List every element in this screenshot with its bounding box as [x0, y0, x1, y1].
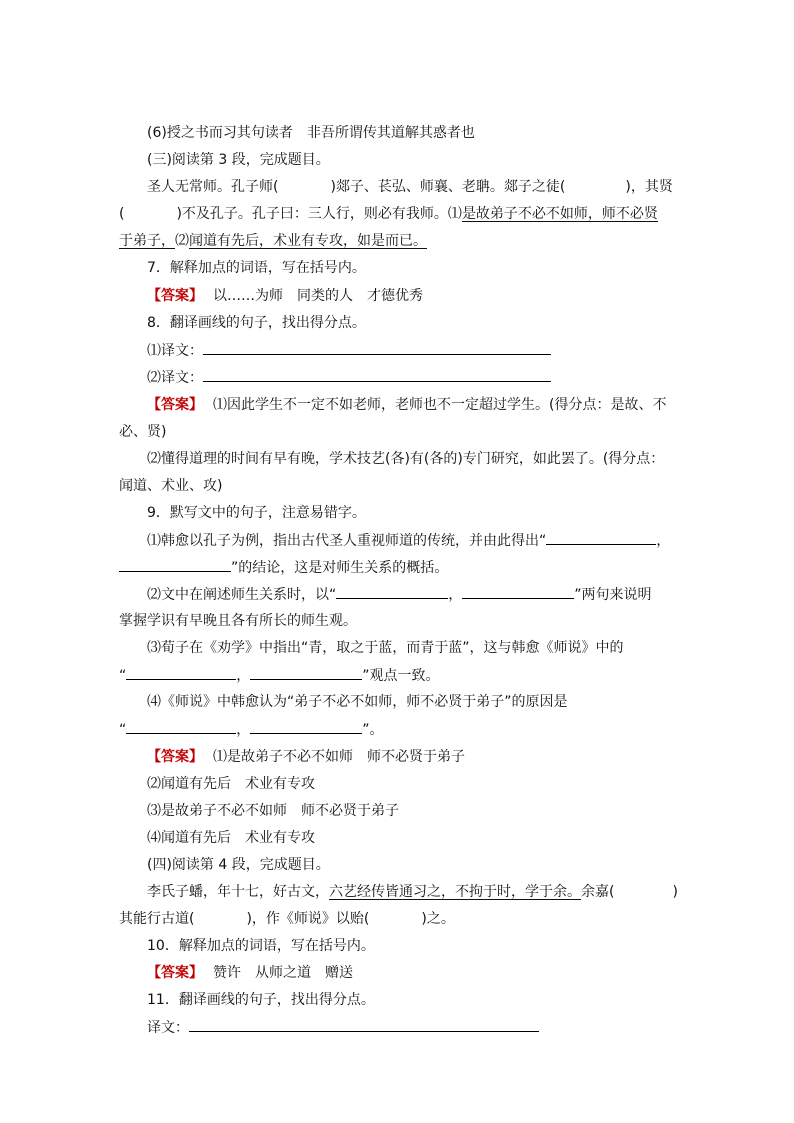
- passage-text: )之。: [421, 911, 455, 927]
- answer-tag: 【答案】: [147, 965, 203, 981]
- q9-question: 9．默写文中的句子，注意易错字。: [147, 505, 366, 521]
- q8-answer1-cont: 必、贤): [119, 424, 167, 440]
- item-text: ，: [236, 668, 251, 684]
- q9-item1-cont: [119, 557, 679, 578]
- q8-question: 8．翻译画线的句子，找出得分点。: [147, 315, 366, 331]
- answer-tag: 【答案】: [147, 397, 203, 413]
- passage-text: 其能行古道(: [119, 911, 195, 927]
- passage-text: )，作《师说》以贻(: [246, 911, 370, 927]
- answer-tag: 【答案】: [147, 749, 203, 765]
- passage-text: 李氏子蟠，年十七，好古文，: [147, 884, 329, 900]
- item-text: ，: [656, 533, 671, 549]
- q8-answer2: ⑵懂得道理的时间有早有晚，学术技艺(各)有(各的)专门研究，如此罢了。(得分点：: [147, 451, 665, 467]
- q9-item3-cont: [119, 665, 679, 686]
- underlined-sentence: 是故弟子不必不如师，师不必贤: [461, 206, 658, 222]
- q9-answer4: ⑷闻道有先后 术业有专攻: [147, 830, 315, 846]
- answer-blank[interactable]: [462, 584, 574, 599]
- translation-label: ⑴译文：: [147, 343, 203, 359]
- item-text: ⑴韩愈以孔子为例，指出古代圣人重视师道的传统，并由此得出“: [147, 533, 547, 549]
- item-text: ⑵文中在阐述师生关系时，以“: [147, 587, 337, 603]
- q8-line2: [147, 367, 707, 388]
- section4-passage-line2: [119, 909, 679, 929]
- section3-passage-line3: [119, 231, 679, 251]
- passage-text: ⑵: [175, 233, 189, 249]
- section4-passage-line1: [147, 882, 707, 902]
- q6-item: (6)授之书而习其句读者 非吾所谓传其道解其惑者也: [147, 125, 475, 141]
- q9-item1: [147, 530, 707, 551]
- q11-question: 11．翻译画线的句子，找出得分点。: [147, 992, 375, 1008]
- answer-text: 赞许 从师之道 赠送: [213, 965, 353, 981]
- passage-text: (: [119, 206, 125, 222]
- answer-blank[interactable]: [126, 665, 236, 680]
- underlined-sentence: 于弟子，: [119, 233, 175, 249]
- section4-header: (四)阅读第 4 段，完成题目。: [147, 857, 330, 873]
- answer-blank[interactable]: [250, 719, 362, 734]
- q8-line1: [147, 340, 707, 361]
- item-text: ”的结论，这是对师生关系的概括。: [231, 560, 449, 576]
- answer-blank[interactable]: [546, 530, 656, 545]
- q9-answer2: ⑵闻道有先后 术业有专攻: [147, 776, 315, 792]
- q9-item2-cont: 掌握学识有早晚且各有所长的师生观。: [119, 613, 357, 629]
- passage-text: 余嘉(: [581, 884, 615, 900]
- q8-answer1: [147, 395, 707, 415]
- q11-line1: [147, 1017, 707, 1038]
- answer-text: ⑴是故弟子不必不如师 师不必贤于弟子: [213, 749, 465, 765]
- answer-text: ⑴因此学生不一定不如老师，老师也不一定超过学生。(得分点：是故、不: [213, 397, 667, 413]
- q10-answer: [147, 963, 707, 983]
- q9-item2: [147, 584, 707, 605]
- q9-item3: ⑶荀子在《劝学》中指出“青，取之于蓝，而青于蓝”，这与韩愈《师说》中的: [147, 640, 624, 656]
- underlined-sentence: 六艺经传皆通习之，不拘于时，学于余。: [329, 884, 581, 900]
- passage-text: 圣人无常师。孔子师(: [147, 179, 279, 195]
- section3-passage-line1: [147, 177, 707, 197]
- q9-answer1: [147, 747, 707, 767]
- translation-label: 译文：: [147, 1020, 189, 1036]
- underlined-sentence: 闻道有先后，术业有专攻，如是而已。: [189, 233, 427, 249]
- q8-answer2-cont: 闻道、术业、攻): [119, 478, 223, 494]
- passage-text: ): [672, 884, 678, 900]
- q9-answer3: ⑶是故弟子不必不如师 师不必贤于弟子: [147, 803, 399, 819]
- q9-item4-cont: [119, 719, 679, 740]
- item-text: ，: [236, 722, 251, 738]
- answer-blank[interactable]: [203, 367, 551, 382]
- item-text: ，: [448, 587, 463, 603]
- answer-blank[interactable]: [250, 665, 362, 680]
- item-text: ”。: [362, 722, 384, 738]
- answer-text: 以……为师 同类的人 才德优秀: [213, 288, 423, 304]
- item-text: ”观点一致。: [362, 668, 440, 684]
- passage-text: )不及孔子。孔子曰：三人行，则必有我师。⑴: [176, 206, 462, 222]
- answer-blank[interactable]: [189, 1017, 539, 1032]
- passage-text: )郯子、苌弘、师襄、老聃。郯子之徒(: [330, 179, 566, 195]
- answer-tag: 【答案】: [147, 288, 203, 304]
- item-text: ”两句来说明: [574, 587, 652, 603]
- q7-question: 7．解释加点的词语，写在括号内。: [147, 260, 366, 276]
- item-text: “: [119, 722, 127, 738]
- q10-question: 10．解释加点的词语，写在括号内。: [147, 938, 375, 954]
- answer-blank[interactable]: [119, 557, 231, 572]
- passage-text: )，其贤: [625, 179, 673, 195]
- answer-blank[interactable]: [336, 584, 448, 599]
- section3-passage-line2: [119, 204, 679, 224]
- answer-blank[interactable]: [203, 340, 551, 355]
- section3-header: (三)阅读第 3 段，完成题目。: [147, 152, 330, 168]
- q9-item4: ⑷《师说》中韩愈认为“弟子不必不如师，师不必贤于弟子”的原因是: [147, 694, 568, 710]
- q7-answer: [147, 286, 707, 306]
- item-text: “: [119, 668, 127, 684]
- translation-label: ⑵译文：: [147, 370, 203, 386]
- answer-blank[interactable]: [126, 719, 236, 734]
